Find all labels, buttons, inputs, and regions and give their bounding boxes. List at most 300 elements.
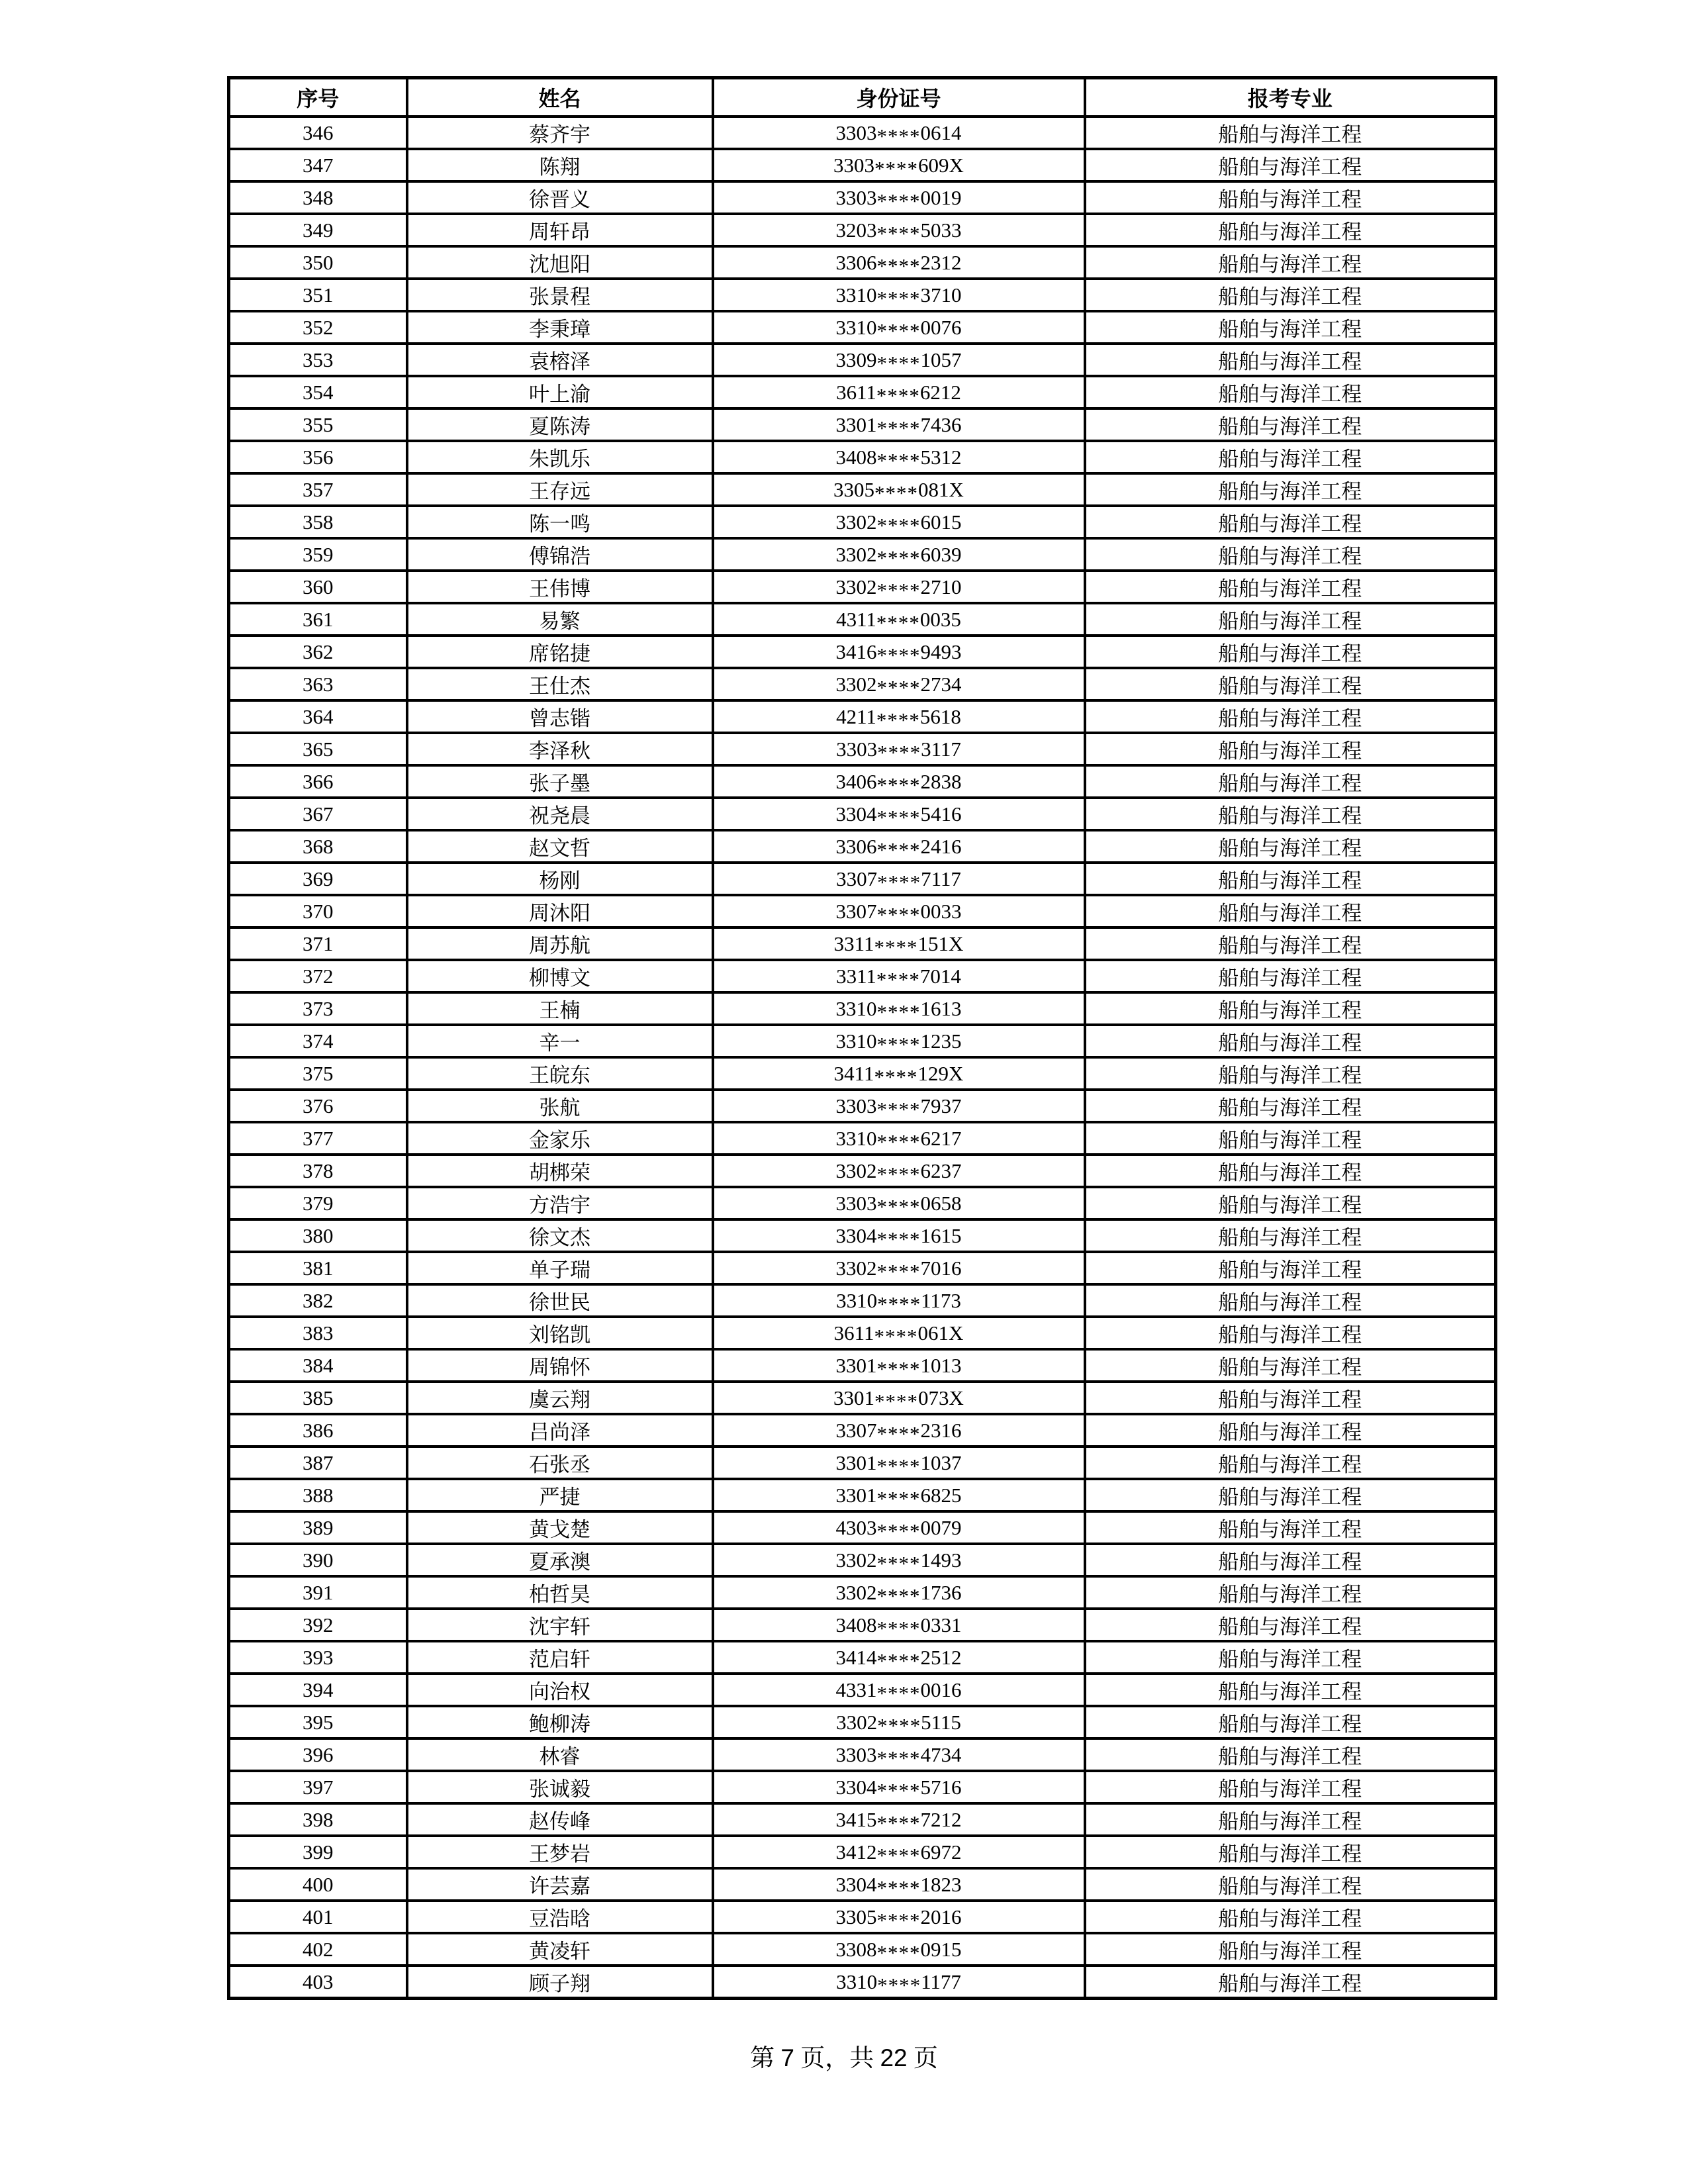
id-cell: 3203****5033	[713, 214, 1085, 246]
name-cell: 周轩昂	[407, 214, 713, 246]
id-cell: 3309****1057	[713, 344, 1085, 376]
table-row	[229, 441, 1496, 473]
id-cell: 3301****1013	[713, 1349, 1085, 1382]
major-cell: 船舶与海洋工程	[1085, 1674, 1496, 1706]
serial-cell: 380	[229, 1219, 407, 1252]
serial-cell: 350	[229, 246, 407, 279]
name-cell: 周沐阳	[407, 895, 713, 927]
id-cell: 3310****1613	[713, 992, 1085, 1025]
serial-cell: 369	[229, 863, 407, 895]
major-cell: 船舶与海洋工程	[1085, 538, 1496, 571]
name-cell: 席铭捷	[407, 636, 713, 668]
name-cell: 夏承澳	[407, 1544, 713, 1576]
id-cell: 3310****0076	[713, 311, 1085, 344]
name-cell: 曾志锴	[407, 700, 713, 733]
table-row	[229, 117, 1496, 149]
major-cell: 船舶与海洋工程	[1085, 636, 1496, 668]
id-cell: 3611****6212	[713, 376, 1085, 408]
table-body	[229, 117, 1496, 1999]
table-row	[229, 1966, 1496, 1999]
candidates-table	[227, 76, 1497, 2000]
serial-cell: 356	[229, 441, 407, 473]
table-row	[229, 1317, 1496, 1349]
name-cell: 徐文杰	[407, 1219, 713, 1252]
id-cell: 3310****3710	[713, 279, 1085, 311]
table-row	[229, 863, 1496, 895]
serial-cell: 367	[229, 798, 407, 830]
major-cell: 船舶与海洋工程	[1085, 1901, 1496, 1933]
major-cell: 船舶与海洋工程	[1085, 1122, 1496, 1155]
serial-cell: 359	[229, 538, 407, 571]
id-cell: 3303****0614	[713, 117, 1085, 149]
major-cell: 船舶与海洋工程	[1085, 1414, 1496, 1447]
major-cell: 船舶与海洋工程	[1085, 863, 1496, 895]
name-cell: 袁榕泽	[407, 344, 713, 376]
name-cell: 李秉璋	[407, 311, 713, 344]
id-cell: 3303****0658	[713, 1187, 1085, 1219]
serial-cell: 383	[229, 1317, 407, 1349]
serial-cell: 349	[229, 214, 407, 246]
serial-cell: 397	[229, 1771, 407, 1803]
table-row	[229, 1609, 1496, 1641]
serial-cell: 403	[229, 1966, 407, 1999]
table-row	[229, 149, 1496, 181]
name-cell: 李泽秋	[407, 733, 713, 765]
major-cell: 船舶与海洋工程	[1085, 1511, 1496, 1544]
table-row	[229, 1090, 1496, 1122]
major-cell: 船舶与海洋工程	[1085, 149, 1496, 181]
table-row	[229, 571, 1496, 603]
name-cell: 杨刚	[407, 863, 713, 895]
table-header-row	[229, 78, 1496, 117]
name-cell: 张景程	[407, 279, 713, 311]
major-cell: 船舶与海洋工程	[1085, 181, 1496, 214]
major-cell: 船舶与海洋工程	[1085, 830, 1496, 863]
id-cell: 3412****6972	[713, 1836, 1085, 1868]
id-cell: 3301****1037	[713, 1447, 1085, 1479]
name-cell: 陈一鸣	[407, 506, 713, 538]
table-row	[229, 1771, 1496, 1803]
name-cell: 顾子翔	[407, 1966, 713, 1999]
serial-cell: 396	[229, 1738, 407, 1771]
page-footer	[0, 2038, 1688, 2073]
name-cell: 王皖东	[407, 1057, 713, 1090]
table-row	[229, 700, 1496, 733]
major-cell: 船舶与海洋工程	[1085, 1155, 1496, 1187]
table-row	[229, 1219, 1496, 1252]
name-cell: 王伟博	[407, 571, 713, 603]
major-cell: 船舶与海洋工程	[1085, 1576, 1496, 1609]
name-cell: 赵传峰	[407, 1803, 713, 1836]
major-cell: 船舶与海洋工程	[1085, 1447, 1496, 1479]
serial-cell: 373	[229, 992, 407, 1025]
current-page-number: 7	[780, 2044, 794, 2071]
serial-cell: 371	[229, 927, 407, 960]
table-row	[229, 181, 1496, 214]
id-cell: 3303****0019	[713, 181, 1085, 214]
serial-cell: 395	[229, 1706, 407, 1738]
name-cell: 周苏航	[407, 927, 713, 960]
major-cell: 船舶与海洋工程	[1085, 1479, 1496, 1511]
major-cell: 船舶与海洋工程	[1085, 441, 1496, 473]
id-cell: 4331****0016	[713, 1674, 1085, 1706]
table-row	[229, 1738, 1496, 1771]
name-cell: 向治权	[407, 1674, 713, 1706]
major-cell: 船舶与海洋工程	[1085, 1317, 1496, 1349]
major-cell: 船舶与海洋工程	[1085, 1738, 1496, 1771]
id-cell: 3303****3117	[713, 733, 1085, 765]
serial-cell: 353	[229, 344, 407, 376]
table-row	[229, 1803, 1496, 1836]
name-cell: 柳博文	[407, 960, 713, 992]
major-cell: 船舶与海洋工程	[1085, 408, 1496, 441]
major-cell: 船舶与海洋工程	[1085, 571, 1496, 603]
table-row	[229, 992, 1496, 1025]
name-cell: 易繁	[407, 603, 713, 636]
id-cell: 3408****0331	[713, 1609, 1085, 1641]
serial-cell: 377	[229, 1122, 407, 1155]
table-row	[229, 1122, 1496, 1155]
name-cell: 王仕杰	[407, 668, 713, 700]
serial-cell: 348	[229, 181, 407, 214]
major-cell: 船舶与海洋工程	[1085, 1803, 1496, 1836]
major-cell: 船舶与海洋工程	[1085, 960, 1496, 992]
table-row	[229, 1479, 1496, 1511]
serial-cell: 378	[229, 1155, 407, 1187]
name-cell: 吕尚泽	[407, 1414, 713, 1447]
id-cell: 3310****1177	[713, 1966, 1085, 1999]
serial-cell: 357	[229, 473, 407, 506]
serial-cell: 372	[229, 960, 407, 992]
major-cell: 船舶与海洋工程	[1085, 1836, 1496, 1868]
table-row	[229, 1674, 1496, 1706]
id-cell: 3310****1173	[713, 1284, 1085, 1317]
table-row	[229, 214, 1496, 246]
table-row	[229, 636, 1496, 668]
name-cell: 柏哲昊	[407, 1576, 713, 1609]
table-row	[229, 279, 1496, 311]
id-cell: 3302****7016	[713, 1252, 1085, 1284]
name-cell: 虞云翔	[407, 1382, 713, 1414]
serial-cell: 375	[229, 1057, 407, 1090]
id-cell: 3406****2838	[713, 765, 1085, 798]
id-cell: 3302****1736	[713, 1576, 1085, 1609]
table-row	[229, 408, 1496, 441]
major-cell: 船舶与海洋工程	[1085, 1544, 1496, 1576]
major-cell: 船舶与海洋工程	[1085, 1284, 1496, 1317]
name-cell: 傅锦浩	[407, 538, 713, 571]
serial-cell: 370	[229, 895, 407, 927]
serial-cell: 360	[229, 571, 407, 603]
serial-cell: 390	[229, 1544, 407, 1576]
major-cell: 船舶与海洋工程	[1085, 214, 1496, 246]
id-cell: 3311****151X	[713, 927, 1085, 960]
id-cell: 3304****5716	[713, 1771, 1085, 1803]
name-cell: 刘铭凯	[407, 1317, 713, 1349]
name-cell: 王存远	[407, 473, 713, 506]
major-cell: 船舶与海洋工程	[1085, 895, 1496, 927]
id-cell: 3310****1235	[713, 1025, 1085, 1057]
serial-cell: 365	[229, 733, 407, 765]
serial-cell: 381	[229, 1252, 407, 1284]
serial-cell: 347	[229, 149, 407, 181]
major-cell: 船舶与海洋工程	[1085, 344, 1496, 376]
table-row	[229, 1544, 1496, 1576]
name-cell: 范启轩	[407, 1641, 713, 1674]
name-cell: 叶上渝	[407, 376, 713, 408]
table-row	[229, 798, 1496, 830]
serial-cell: 382	[229, 1284, 407, 1317]
name-cell: 沈宇轩	[407, 1609, 713, 1641]
table-row	[229, 1025, 1496, 1057]
serial-cell: 346	[229, 117, 407, 149]
table-row	[229, 1057, 1496, 1090]
footer-suffix: 页	[907, 2045, 938, 2072]
id-cell: 3305****2016	[713, 1901, 1085, 1933]
serial-cell: 391	[229, 1576, 407, 1609]
name-cell: 单子瑞	[407, 1252, 713, 1284]
major-cell: 船舶与海洋工程	[1085, 1057, 1496, 1090]
name-cell: 鲍柳涛	[407, 1706, 713, 1738]
column-header-major: 报考专业	[1085, 78, 1496, 117]
major-cell: 船舶与海洋工程	[1085, 1609, 1496, 1641]
id-cell: 3307****7117	[713, 863, 1085, 895]
serial-cell: 392	[229, 1609, 407, 1641]
footer-prefix: 第	[750, 2045, 781, 2072]
table-row	[229, 376, 1496, 408]
table-row	[229, 311, 1496, 344]
table-row	[229, 1933, 1496, 1966]
serial-cell: 374	[229, 1025, 407, 1057]
table-row	[229, 1252, 1496, 1284]
major-cell: 船舶与海洋工程	[1085, 1868, 1496, 1901]
serial-cell: 399	[229, 1836, 407, 1868]
table-row	[229, 506, 1496, 538]
serial-cell: 376	[229, 1090, 407, 1122]
table-row	[229, 830, 1496, 863]
name-cell: 豆浩晗	[407, 1901, 713, 1933]
table-row	[229, 1187, 1496, 1219]
id-cell: 3304****1823	[713, 1868, 1085, 1901]
name-cell: 辛一	[407, 1025, 713, 1057]
id-cell: 3302****6039	[713, 538, 1085, 571]
major-cell: 船舶与海洋工程	[1085, 1349, 1496, 1382]
name-cell: 徐晋义	[407, 181, 713, 214]
id-cell: 3414****2512	[713, 1641, 1085, 1674]
id-cell: 3302****6237	[713, 1155, 1085, 1187]
name-cell: 蔡齐宇	[407, 117, 713, 149]
major-cell: 船舶与海洋工程	[1085, 603, 1496, 636]
major-cell: 船舶与海洋工程	[1085, 376, 1496, 408]
id-cell: 3611****061X	[713, 1317, 1085, 1349]
id-cell: 3415****7212	[713, 1803, 1085, 1836]
name-cell: 林睿	[407, 1738, 713, 1771]
name-cell: 张子墨	[407, 765, 713, 798]
id-cell: 3304****1615	[713, 1219, 1085, 1252]
column-header-name: 姓名	[407, 78, 713, 117]
table-row	[229, 1901, 1496, 1933]
id-cell: 3411****129X	[713, 1057, 1085, 1090]
name-cell: 方浩宇	[407, 1187, 713, 1219]
serial-cell: 351	[229, 279, 407, 311]
table-row	[229, 733, 1496, 765]
table-row	[229, 1641, 1496, 1674]
table-row	[229, 1836, 1496, 1868]
major-cell: 船舶与海洋工程	[1085, 1966, 1496, 1999]
column-header-id-number: 身份证号	[713, 78, 1085, 117]
table-row	[229, 1349, 1496, 1382]
id-cell: 3302****2710	[713, 571, 1085, 603]
id-cell: 4303****0079	[713, 1511, 1085, 1544]
serial-cell: 358	[229, 506, 407, 538]
id-cell: 3306****2312	[713, 246, 1085, 279]
id-cell: 4211****5618	[713, 700, 1085, 733]
serial-cell: 389	[229, 1511, 407, 1544]
major-cell: 船舶与海洋工程	[1085, 1382, 1496, 1414]
total-page-count: 22	[880, 2044, 908, 2071]
name-cell: 朱凯乐	[407, 441, 713, 473]
name-cell: 黄凌轩	[407, 1933, 713, 1966]
major-cell: 船舶与海洋工程	[1085, 117, 1496, 149]
major-cell: 船舶与海洋工程	[1085, 1641, 1496, 1674]
major-cell: 船舶与海洋工程	[1085, 1252, 1496, 1284]
serial-cell: 364	[229, 700, 407, 733]
table-row	[229, 765, 1496, 798]
id-cell: 3303****609X	[713, 149, 1085, 181]
major-cell: 船舶与海洋工程	[1085, 733, 1496, 765]
serial-cell: 368	[229, 830, 407, 863]
id-cell: 3305****081X	[713, 473, 1085, 506]
major-cell: 船舶与海洋工程	[1085, 1771, 1496, 1803]
major-cell: 船舶与海洋工程	[1085, 506, 1496, 538]
name-cell: 金家乐	[407, 1122, 713, 1155]
table-row	[229, 473, 1496, 506]
name-cell: 王楠	[407, 992, 713, 1025]
serial-cell: 352	[229, 311, 407, 344]
major-cell: 船舶与海洋工程	[1085, 1090, 1496, 1122]
table-row	[229, 1155, 1496, 1187]
table-row	[229, 1706, 1496, 1738]
table-row	[229, 1868, 1496, 1901]
name-cell: 夏陈涛	[407, 408, 713, 441]
major-cell: 船舶与海洋工程	[1085, 700, 1496, 733]
name-cell: 祝尧晨	[407, 798, 713, 830]
id-cell: 3301****6825	[713, 1479, 1085, 1511]
id-cell: 3303****4734	[713, 1738, 1085, 1771]
table-row	[229, 538, 1496, 571]
major-cell: 船舶与海洋工程	[1085, 473, 1496, 506]
name-cell: 黄戈楚	[407, 1511, 713, 1544]
name-cell: 沈旭阳	[407, 246, 713, 279]
name-cell: 胡梆荣	[407, 1155, 713, 1187]
id-cell: 3304****5416	[713, 798, 1085, 830]
name-cell: 许芸嘉	[407, 1868, 713, 1901]
table-row	[229, 344, 1496, 376]
column-header-serial: 序号	[229, 78, 407, 117]
serial-cell: 394	[229, 1674, 407, 1706]
id-cell: 3301****7436	[713, 408, 1085, 441]
serial-cell: 366	[229, 765, 407, 798]
major-cell: 船舶与海洋工程	[1085, 798, 1496, 830]
serial-cell: 362	[229, 636, 407, 668]
name-cell: 赵文哲	[407, 830, 713, 863]
id-cell: 3408****5312	[713, 441, 1085, 473]
serial-cell: 401	[229, 1901, 407, 1933]
table-row	[229, 1382, 1496, 1414]
serial-cell: 363	[229, 668, 407, 700]
major-cell: 船舶与海洋工程	[1085, 1706, 1496, 1738]
major-cell: 船舶与海洋工程	[1085, 1187, 1496, 1219]
table-row	[229, 1447, 1496, 1479]
serial-cell: 400	[229, 1868, 407, 1901]
id-cell: 3303****7937	[713, 1090, 1085, 1122]
major-cell: 船舶与海洋工程	[1085, 311, 1496, 344]
serial-cell: 384	[229, 1349, 407, 1382]
footer-infix: 页，共	[794, 2045, 880, 2072]
id-cell: 3307****0033	[713, 895, 1085, 927]
major-cell: 船舶与海洋工程	[1085, 1219, 1496, 1252]
serial-cell: 354	[229, 376, 407, 408]
major-cell: 船舶与海洋工程	[1085, 765, 1496, 798]
id-cell: 3306****2416	[713, 830, 1085, 863]
table-row	[229, 1284, 1496, 1317]
serial-cell: 385	[229, 1382, 407, 1414]
serial-cell: 388	[229, 1479, 407, 1511]
serial-cell: 379	[229, 1187, 407, 1219]
major-cell: 船舶与海洋工程	[1085, 1025, 1496, 1057]
table-row	[229, 246, 1496, 279]
table-row	[229, 1576, 1496, 1609]
serial-cell: 361	[229, 603, 407, 636]
table-row	[229, 668, 1496, 700]
name-cell: 张航	[407, 1090, 713, 1122]
major-cell: 船舶与海洋工程	[1085, 668, 1496, 700]
major-cell: 船舶与海洋工程	[1085, 992, 1496, 1025]
id-cell: 3310****6217	[713, 1122, 1085, 1155]
id-cell: 3416****9493	[713, 636, 1085, 668]
id-cell: 3302****1493	[713, 1544, 1085, 1576]
name-cell: 石张丞	[407, 1447, 713, 1479]
id-cell: 3302****2734	[713, 668, 1085, 700]
table-row	[229, 927, 1496, 960]
table-row	[229, 895, 1496, 927]
major-cell: 船舶与海洋工程	[1085, 279, 1496, 311]
id-cell: 4311****0035	[713, 603, 1085, 636]
major-cell: 船舶与海洋工程	[1085, 246, 1496, 279]
major-cell: 船舶与海洋工程	[1085, 1933, 1496, 1966]
id-cell: 3302****5115	[713, 1706, 1085, 1738]
name-cell: 张诚毅	[407, 1771, 713, 1803]
name-cell: 王梦岩	[407, 1836, 713, 1868]
major-cell: 船舶与海洋工程	[1085, 927, 1496, 960]
id-cell: 3301****073X	[713, 1382, 1085, 1414]
table-row	[229, 1414, 1496, 1447]
id-cell: 3307****2316	[713, 1414, 1085, 1447]
name-cell: 周锦怀	[407, 1349, 713, 1382]
table-row	[229, 1511, 1496, 1544]
id-cell: 3308****0915	[713, 1933, 1085, 1966]
id-cell: 3302****6015	[713, 506, 1085, 538]
name-cell: 严捷	[407, 1479, 713, 1511]
serial-cell: 398	[229, 1803, 407, 1836]
name-cell: 陈翔	[407, 149, 713, 181]
serial-cell: 386	[229, 1414, 407, 1447]
name-cell: 徐世民	[407, 1284, 713, 1317]
serial-cell: 393	[229, 1641, 407, 1674]
table-row	[229, 960, 1496, 992]
serial-cell: 402	[229, 1933, 407, 1966]
serial-cell: 387	[229, 1447, 407, 1479]
